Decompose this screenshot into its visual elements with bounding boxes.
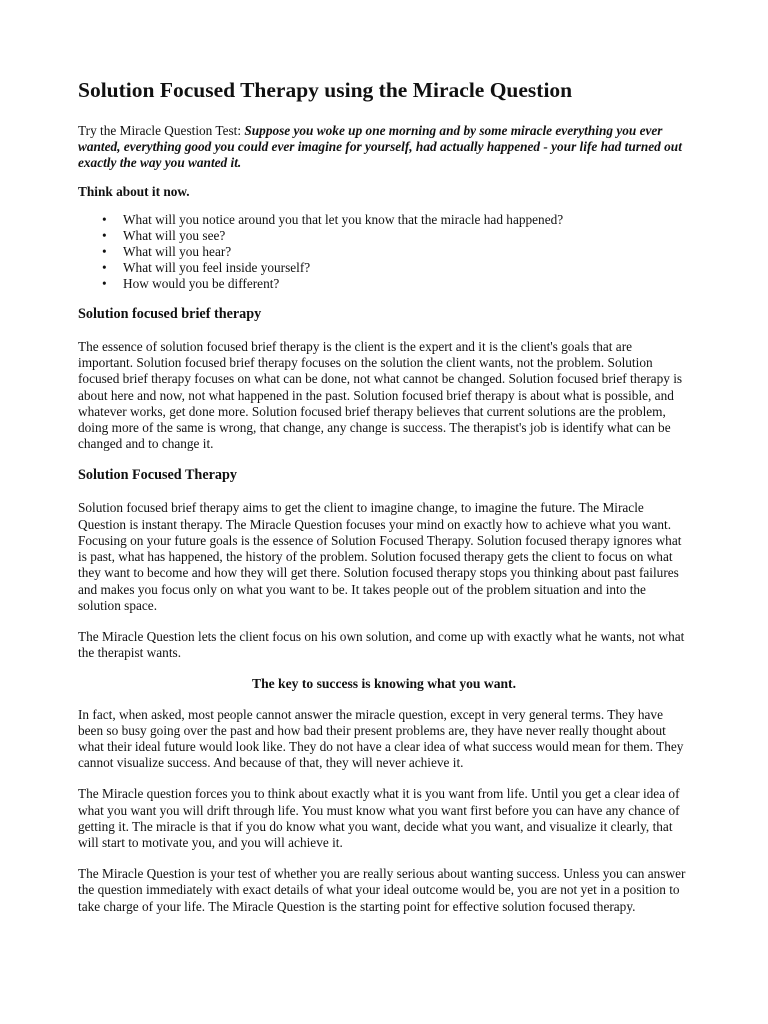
- closing-paragraph-test: The Miracle Question is your test of whether you are really serious about wanting success. Unless you can answer the question immediately with exact details of what your ideal outcome would be, you are not yet in a position to take charge of your life. The Miracle Question is the starting point for effective solution focused therapy.: [78, 866, 686, 914]
- think-heading: Think about it now.: [78, 184, 190, 200]
- intro-emphasis: Suppose you woke up one morning and by some miracle everything you ever wanted, everything good you could ever imagine for yourself, had actually happened - your life had turned out exactly the way you wanted it.: [78, 122, 682, 171]
- focused-therapy-paragraph: Solution focused brief therapy aims to get the client to imagine change, to imagine the future. The Miracle Question is instant therapy. The Miracle Question focuses your mind on exactly how to achieve what you want. Focusing on your future goals is the essence of Solution Focused Therapy. Solution focused therapy ignores what is past, what has happened, the history of the problem. Solution focused therapy gets the client to focus on what they want to become and how they will get there. Solution focused therapy stops you thinking about past failures and makes you focus only on what you want to be. It takes people out of the problem situation and into the solution space.: [78, 500, 682, 613]
- brief-therapy-paragraph: The essence of solution focused brief therapy is the client is the expert and it is the client's goals that are important. Solution focused brief therapy focuses on the solution the client wants, not the problem. Solution focused brief therapy focuses on what can be done, not what cannot be changed. Solution focused brief therapy is about here and now, not what happened in the past. Solution focused brief therapy is about what is possible, and whatever works, get done more. Solution focused brief therapy believes that current solutions are the problem, doing more of the same is wrong, that change, any change is success. The therapist's job is identify what can be changed and to change it.: [78, 339, 683, 452]
- list-item: [102, 276, 690, 292]
- bullet-icon: •: [102, 259, 107, 275]
- intro-paragraph: [78, 123, 690, 172]
- list-item-text: What will you feel inside yourself?: [123, 259, 311, 275]
- bullet-icon: •: [102, 211, 107, 227]
- key-to-success-heading: The key to success is knowing what you want.: [252, 676, 516, 692]
- section-heading-focused-therapy: Solution Focused Therapy: [78, 467, 237, 484]
- bullet-icon: •: [102, 243, 107, 259]
- list-item-text: What will you notice around you that let you know that the miracle had happened?: [123, 211, 564, 227]
- list-item: [102, 212, 690, 228]
- bullet-icon: •: [102, 275, 107, 291]
- list-item: [102, 228, 690, 244]
- bullet-icon: •: [102, 227, 107, 243]
- list-item: [102, 260, 690, 276]
- question-list: [78, 212, 690, 292]
- section-heading-brief-therapy: Solution focused brief therapy: [78, 306, 262, 322]
- list-item-text: What will you see?: [123, 227, 226, 243]
- client-focus-paragraph: The Miracle Question lets the client focus on his own solution, and come up with exactly what he wants, not what the therapist wants.: [78, 628, 685, 661]
- closing-paragraph-forces-you: The Miracle question forces you to think about exactly what it is you want from life. Until you get a clear idea of what you want you will drift through life. You must know what you want first before you can have any chance of getting it. The miracle is that if you do know what you want, decide what you want, and visualize it clearly, that will start to motivate you, and you will achieve it.: [78, 786, 680, 851]
- closing-paragraph-general-terms: In fact, when asked, most people cannot answer the miracle question, except in very general terms. They have been so busy going over the past and how bad their present problems are, they have never really thought about what their ideal future would look like. They do not have a clear idea of what success would mean for them. They cannot visualize success. And because of that, they will never achieve it.: [78, 706, 684, 771]
- list-item-text: How would you be different?: [123, 275, 280, 291]
- list-item: [102, 244, 690, 260]
- page-title: Solution Focused Therapy using the Miracle Question: [78, 78, 573, 102]
- list-item-text: What will you hear?: [123, 243, 232, 259]
- intro-lead: Try the Miracle Question Test:: [78, 122, 245, 138]
